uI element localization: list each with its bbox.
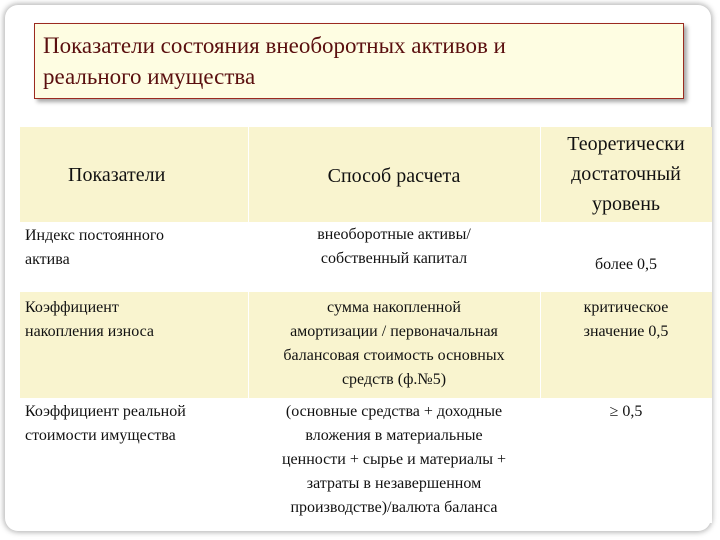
header-level-line-3: уровень bbox=[591, 193, 661, 215]
row-method bbox=[248, 223, 540, 271]
table-header-row bbox=[20, 127, 712, 222]
slide-title bbox=[34, 23, 684, 99]
row-method-line: производстве)/валюта баланса bbox=[290, 499, 498, 516]
row-indicator bbox=[20, 296, 248, 344]
header-level-line-2: достаточный bbox=[571, 163, 681, 185]
row-method-line: ценности + сырье и материалы + bbox=[281, 451, 507, 468]
row-method-line: средств (ф.№5) bbox=[341, 371, 447, 388]
row-indicator bbox=[20, 224, 248, 272]
row-method-line: сумма накопленной bbox=[327, 299, 461, 316]
indicators-table bbox=[20, 127, 712, 523]
table-row bbox=[20, 222, 712, 292]
row-method-line: затраты в незавершенном bbox=[306, 475, 482, 492]
table-row bbox=[20, 398, 712, 523]
title-line-2: реального имущества bbox=[43, 64, 256, 89]
row-indicator-line: Индекс постоянного bbox=[25, 227, 165, 244]
row-indicator-line: Коэффициент реальной bbox=[25, 403, 186, 420]
row-level-line: ≥ 0,5 bbox=[609, 403, 643, 420]
table-row bbox=[20, 292, 712, 398]
header-method: Способ расчета bbox=[327, 165, 461, 187]
column-divider bbox=[540, 127, 541, 523]
row-method-line: собственный капитал bbox=[320, 250, 468, 267]
row-method-line: (основные средства + доходные bbox=[285, 403, 503, 420]
header-indicators: Показатели bbox=[68, 164, 166, 186]
row-level-line: значение 0,5 bbox=[583, 323, 669, 340]
row-indicator-line: стоимости имущества bbox=[25, 427, 176, 444]
title-line-1: Показатели состояния внеоборотных активов и bbox=[43, 33, 506, 58]
row-indicator-line: Коэффициент bbox=[25, 299, 119, 316]
column-divider bbox=[248, 127, 249, 523]
row-method-line: балансовая стоимость основных bbox=[283, 347, 505, 364]
row-method-line: амортизации / первоначальная bbox=[290, 323, 498, 340]
row-method bbox=[248, 296, 540, 392]
row-level bbox=[540, 296, 712, 344]
row-method bbox=[248, 400, 540, 520]
row-indicator-line: актива bbox=[25, 251, 70, 268]
row-level-line: критическое bbox=[583, 299, 669, 316]
row-level bbox=[540, 253, 712, 277]
row-level-line: более 0,5 bbox=[594, 256, 658, 273]
header-level-line-1: Теоретически bbox=[567, 133, 685, 155]
row-method-line: внеоборотные активы/ bbox=[317, 226, 471, 243]
row-level bbox=[540, 400, 712, 424]
row-indicator-line: накопления износа bbox=[25, 323, 154, 340]
row-indicator bbox=[20, 400, 248, 448]
header-level bbox=[540, 129, 712, 219]
row-method-line: вложения в материальные bbox=[305, 427, 483, 444]
